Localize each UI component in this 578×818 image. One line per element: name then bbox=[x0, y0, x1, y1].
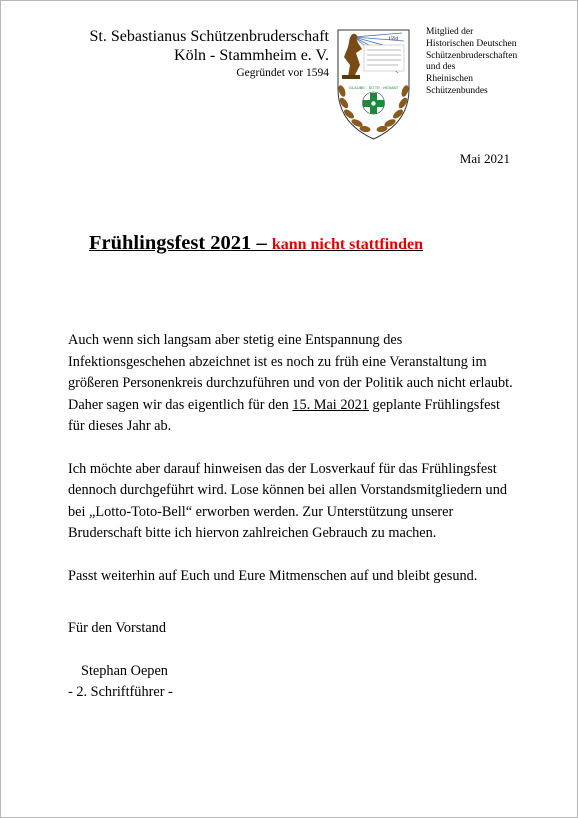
letter-date: Mai 2021 bbox=[459, 151, 510, 166]
paragraph-closing-wish: Passt weiterhin auf Euch und Eure Mitmenschen auf und bleibt gesund. bbox=[68, 567, 478, 584]
for-board-line: Für den Vorstand bbox=[68, 620, 166, 636]
paragraph-cancellation bbox=[68, 395, 518, 438]
organization-name-line2: Köln - Stammheim e. V. bbox=[174, 47, 329, 64]
signer-role: - 2. Schriftführer - bbox=[68, 684, 173, 700]
signer-name: Stephan Oepen bbox=[81, 662, 168, 679]
membership-line: Mitglied der bbox=[426, 27, 474, 37]
paragraph-situation: Auch wenn sich langsam aber stetig eine Entspannung des Infektionsgeschehen abzeichnet ist es noch zu früh eine Veranstaltung im größeren Personenkreis durchzuführen und von der Politik auch nicht erlaubt. bbox=[68, 332, 513, 391]
letter-body bbox=[68, 330, 518, 704]
headline-status: kann nicht stattfinden bbox=[271, 236, 423, 253]
headline-dash: – bbox=[251, 232, 272, 254]
organization-name bbox=[90, 27, 330, 65]
membership-line: Rheinischen bbox=[426, 74, 473, 85]
membership-line: Schützenbruderschaften bbox=[426, 50, 518, 61]
logo-year: 1594 bbox=[388, 37, 398, 42]
paragraph-cancellation-post: geplante Frühlingsfest für dieses Jahr ab. bbox=[68, 396, 500, 434]
paragraph-lottery: Ich möchte aber darauf hinweisen das der Losverkauf für das Frühlingsfest dennoch durchgeführt wird. Lose können bei allen Vorstandsmitgliedern und bei „Lotto-Toto-Bell“ erworben werden. Zur Unterstützung unserer Bruderschaft bitte ich hiervon zahlreichen Gebrauch zu machen. bbox=[68, 460, 508, 541]
headline bbox=[89, 232, 423, 255]
organization-name-line1: St. Sebastianus Schützenbruderschaft bbox=[89, 28, 329, 45]
headline-event: Frühlingsfest 2021 bbox=[89, 232, 252, 254]
membership-line: Schützenbundes bbox=[426, 85, 488, 96]
founded-note: Gegründet vor 1594 bbox=[236, 67, 329, 79]
membership-line: und des bbox=[426, 62, 456, 73]
event-date: 15. Mai 2021 bbox=[292, 396, 369, 413]
logo-motto: GLAUBE · SITTE · HEIMAT bbox=[348, 85, 399, 90]
club-emblem-logo bbox=[332, 27, 415, 144]
membership-line: Historischen Deutschen bbox=[426, 38, 517, 49]
membership-note bbox=[426, 27, 517, 98]
paragraph-cancellation-pre: Daher sagen wir das eigentlich für den bbox=[68, 396, 293, 413]
